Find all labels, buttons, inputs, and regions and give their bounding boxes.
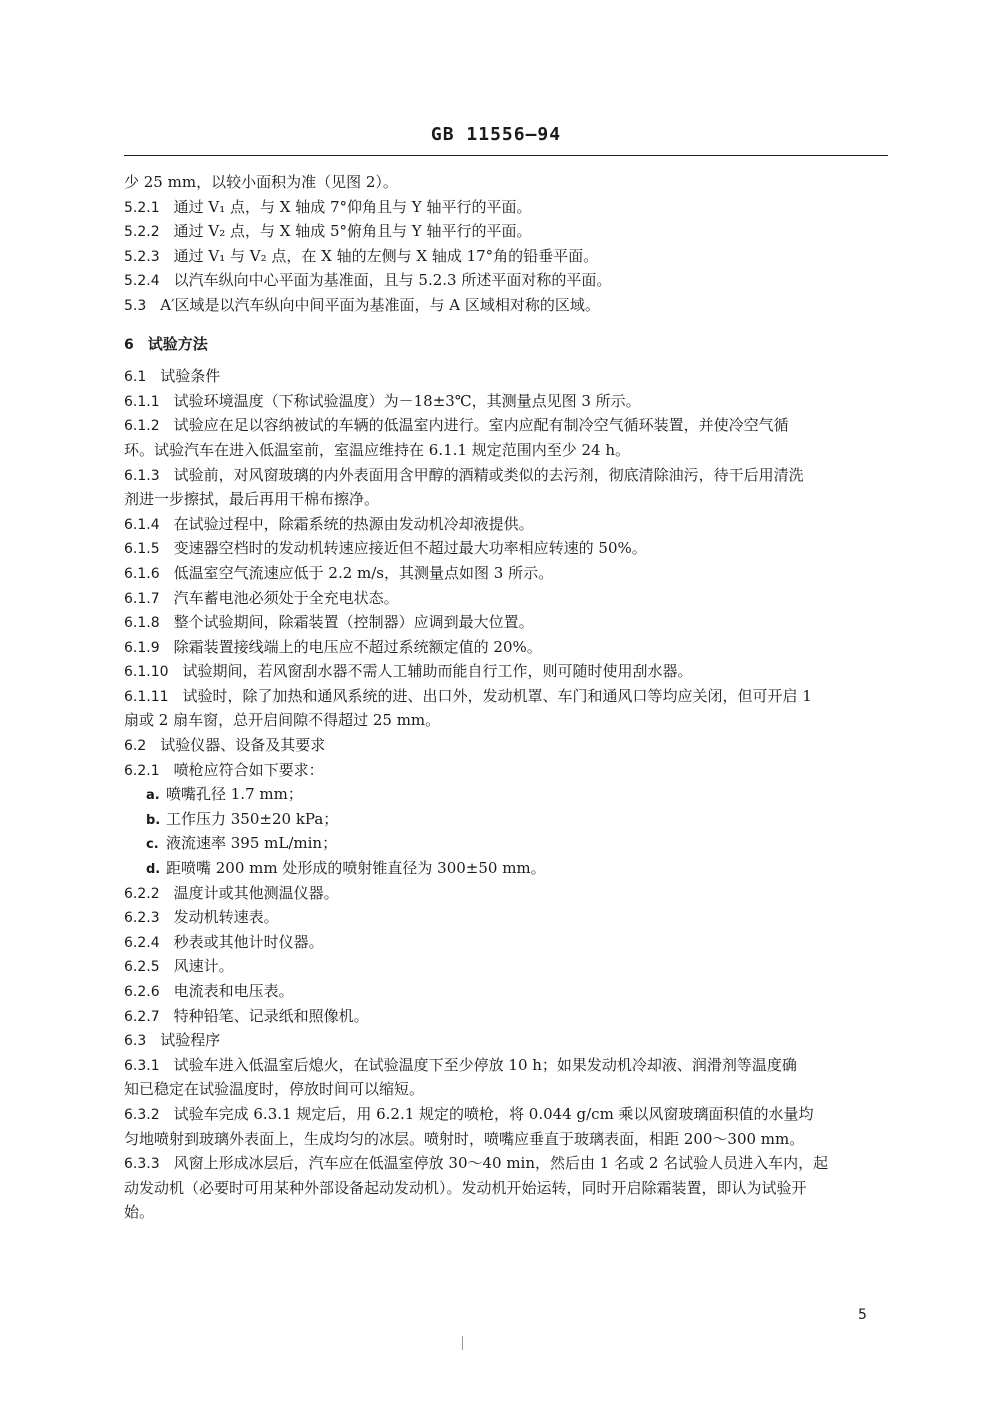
clause-number: 6.1.3 bbox=[124, 467, 160, 484]
clause-line bbox=[124, 733, 888, 758]
clause-line bbox=[124, 1004, 888, 1029]
list-marker: d. bbox=[146, 862, 161, 878]
clause-line bbox=[124, 758, 888, 783]
clause-text: 低温室空气流速应低于 2.2 m/s，其测量点如图 3 所示。 bbox=[173, 563, 554, 582]
page-number: 5 bbox=[858, 1307, 867, 1323]
clause-text: 特种铅笔、记录纸和照像机。 bbox=[173, 1006, 369, 1025]
document-body bbox=[124, 170, 888, 1225]
clause-number: 6.3.3 bbox=[124, 1156, 160, 1173]
clause-line bbox=[124, 905, 888, 930]
scan-mark bbox=[462, 1336, 463, 1350]
clause-number: 5.2.1 bbox=[124, 199, 160, 216]
clause-number: 6.2.5 bbox=[124, 959, 160, 976]
clause-text: 试验条件 bbox=[160, 367, 221, 386]
clause-text: 少 25 mm，以较小面积为准（见图 2）。 bbox=[124, 173, 398, 191]
clause-line bbox=[124, 332, 888, 357]
clause-line bbox=[124, 659, 888, 684]
clause-line bbox=[124, 954, 888, 979]
clause-line bbox=[124, 782, 888, 807]
clause-number: 6.1.11 bbox=[124, 688, 169, 705]
clause-text: 知已稳定在试验温度时，停放时间可以缩短。 bbox=[124, 1080, 425, 1099]
clause-text: 试验程序 bbox=[160, 1031, 221, 1050]
clause-text: 整个试验期间，除霜装置（控制器）应调到最大位置。 bbox=[173, 613, 534, 632]
header-rule bbox=[124, 155, 888, 156]
list-marker: c. bbox=[146, 837, 159, 853]
clause-number: 5.2.3 bbox=[124, 248, 160, 265]
clause-line bbox=[124, 219, 888, 244]
clause-text: 试验仪器、设备及其要求 bbox=[160, 736, 326, 755]
clause-text: 扇或 2 扇车窗，总开启间隙不得超过 25 mm。 bbox=[124, 711, 441, 730]
clause-line bbox=[124, 881, 888, 906]
clause-text: 喷枪应符合如下要求： bbox=[173, 760, 324, 779]
clause-line bbox=[124, 244, 888, 269]
clause-number: 6.3 bbox=[124, 1033, 147, 1050]
clause-number: 6.2.1 bbox=[124, 762, 160, 779]
clause-number: 6.2.4 bbox=[124, 934, 160, 951]
clause-number: 6.1.10 bbox=[124, 664, 169, 681]
clause-text: 除霜装置接线端上的电压应不超过系统额定值的 20%。 bbox=[173, 637, 542, 656]
clause-text: 在试验过程中，除霜系统的热源由发动机冷却液提供。 bbox=[173, 514, 534, 533]
clause-text: A′区域是以汽车纵向中间平面为基准面，与 A 区域相对称的区域。 bbox=[160, 295, 600, 314]
clause-text: 秒表或其他计时仪器。 bbox=[173, 932, 324, 951]
clause-line bbox=[124, 463, 888, 488]
clause-number: 6 bbox=[124, 336, 134, 353]
clause-text: 环。试验汽车在进入低温室前，室温应维持在 6.1.1 规定范围内至少 24 h。 bbox=[124, 440, 630, 459]
clause-text: 试验应在足以容纳被试的车辆的低温室内进行。室内应配有制冷空气循环装置，并使冷空气循 bbox=[173, 416, 789, 435]
clause-line bbox=[124, 561, 888, 586]
clause-text: 电流表和电压表。 bbox=[173, 982, 294, 1000]
clause-text: 试验车进入低温室后熄火，在试验温度下至少停放 10 h；如果发动机冷却液、润滑剂等温度确 bbox=[173, 1055, 797, 1074]
clause-number: 6.3.2 bbox=[124, 1106, 160, 1123]
clause-line bbox=[124, 831, 888, 856]
clause-line bbox=[124, 487, 888, 512]
clause-text: 发动机转速表。 bbox=[173, 908, 279, 927]
clause-number: 6.1.6 bbox=[124, 565, 160, 582]
clause-number: 5.3 bbox=[124, 297, 147, 314]
clause-line bbox=[124, 586, 888, 611]
clause-line bbox=[124, 389, 888, 414]
clause-text: 工作压力 350±20 kPa； bbox=[166, 809, 339, 828]
clause-text: 通过 V₁ 点，与 X 轴成 7°仰角且与 Y 轴平行的平面。 bbox=[173, 197, 532, 216]
clause-line bbox=[124, 1077, 888, 1102]
clause-text: 风速计。 bbox=[173, 957, 234, 976]
clause-line bbox=[124, 1053, 888, 1078]
clause-number: 6.1.5 bbox=[124, 541, 160, 558]
clause-number: 6.1.1 bbox=[124, 393, 160, 410]
document-code-header: GB 11556—94 bbox=[430, 124, 562, 145]
clause-number: 5.2.4 bbox=[124, 273, 160, 290]
clause-number: 6.2 bbox=[124, 738, 147, 755]
clause-text: 试验前，对风窗玻璃的内外表面用含甲醇的酒精或类似的去污剂，彻底清除油污，待干后用清洗 bbox=[173, 465, 804, 484]
clause-line bbox=[124, 364, 888, 389]
clause-number: 6.1.2 bbox=[124, 418, 160, 435]
clause-number: 6.1.8 bbox=[124, 615, 160, 632]
clause-text: 试验期间，若风窗刮水器不需人工辅助而能自行工作，则可随时使用刮水器。 bbox=[182, 662, 693, 681]
clause-text: 动发动机（必要时可用某种外部设备起动发动机）。发动机开始运转，同时开启除霜装置，即认为试验开 bbox=[124, 1178, 807, 1197]
clause-line bbox=[124, 856, 888, 881]
clause-line bbox=[124, 195, 888, 220]
clause-text: 以汽车纵向中心平面为基准面，且与 5.2.3 所述平面对称的平面。 bbox=[173, 271, 612, 290]
clause-number: 6.2.6 bbox=[124, 984, 160, 1000]
clause-text: 试验环境温度（下称试验温度）为－18±3℃，其测量点见图 3 所示。 bbox=[173, 391, 641, 410]
clause-line bbox=[124, 413, 888, 438]
clause-text: 液流速率 395 mL/min； bbox=[166, 834, 338, 853]
clause-number: 5.2.2 bbox=[124, 224, 160, 241]
clause-line bbox=[124, 1127, 888, 1152]
clause-text: 匀地喷射到玻璃外表面上，生成均匀的冰层。喷射时，喷嘴应垂直于玻璃表面，相距 200～300 mm。 bbox=[124, 1129, 805, 1148]
clause-text: 始。 bbox=[124, 1203, 155, 1222]
clause-line bbox=[124, 708, 888, 733]
list-marker: a. bbox=[146, 788, 160, 804]
clause-text: 距喷嘴 200 mm 处形成的喷射锥直径为 300±50 mm。 bbox=[166, 859, 546, 878]
clause-line bbox=[124, 438, 888, 463]
clause-line bbox=[124, 170, 888, 195]
clause-number: 6.2.3 bbox=[124, 910, 160, 927]
clause-number: 6.2.7 bbox=[124, 1008, 160, 1025]
clause-line bbox=[124, 979, 888, 1004]
clause-line bbox=[124, 807, 888, 832]
clause-number: 6.1.9 bbox=[124, 639, 160, 656]
clause-line bbox=[124, 512, 888, 537]
clause-line bbox=[124, 1176, 888, 1201]
list-marker: b. bbox=[146, 812, 161, 828]
clause-line bbox=[124, 293, 888, 318]
clause-number: 6.1.7 bbox=[124, 590, 160, 607]
clause-number: 6.1.4 bbox=[124, 516, 160, 533]
clause-number: 6.3.1 bbox=[124, 1057, 160, 1074]
clause-text: 温度计或其他测温仪器。 bbox=[173, 883, 339, 902]
clause-line bbox=[124, 684, 888, 709]
clause-text: 汽车蓄电池必须处于全充电状态。 bbox=[173, 588, 399, 607]
clause-line bbox=[124, 635, 888, 660]
clause-text: 通过 V₁ 与 V₂ 点，在 X 轴的左侧与 X 轴成 17°角的铅垂平面。 bbox=[173, 246, 599, 265]
clause-text: 试验方法 bbox=[147, 334, 208, 353]
clause-line bbox=[124, 536, 888, 561]
clause-line bbox=[124, 1200, 888, 1225]
clause-line bbox=[124, 1028, 888, 1053]
clause-number: 6.2.2 bbox=[124, 885, 160, 902]
clause-text: 剂进一步擦拭，最后再用干棉布擦净。 bbox=[124, 490, 380, 509]
clause-text: 喷嘴孔径 1.7 mm； bbox=[166, 785, 303, 804]
clause-text: 风窗上形成冰层后，汽车应在低温室停放 30～40 min，然后由 1 名或 2 名试验人员进入车内，起 bbox=[173, 1154, 829, 1173]
clause-line bbox=[124, 610, 888, 635]
clause-text: 试验车完成 6.3.1 规定后，用 6.2.1 规定的喷枪，将 0.044 g/cm 乘以风窗玻璃面积值的水量均 bbox=[173, 1104, 814, 1123]
clause-text: 变速器空档时的发动机转速应接近但不超过最大功率相应转速的 50%。 bbox=[173, 539, 647, 558]
clause-text: 试验时，除了加热和通风系统的进、出口外，发动机罩、车门和通风口等均应关闭，但可开启 1 bbox=[182, 686, 812, 705]
clause-line bbox=[124, 1151, 888, 1176]
clause-text: 通过 V₂ 点，与 X 轴成 5°俯角且与 Y 轴平行的平面。 bbox=[173, 222, 532, 241]
clause-number: 6.1 bbox=[124, 369, 147, 386]
clause-line bbox=[124, 930, 888, 955]
clause-line bbox=[124, 1102, 888, 1127]
clause-line bbox=[124, 268, 888, 293]
